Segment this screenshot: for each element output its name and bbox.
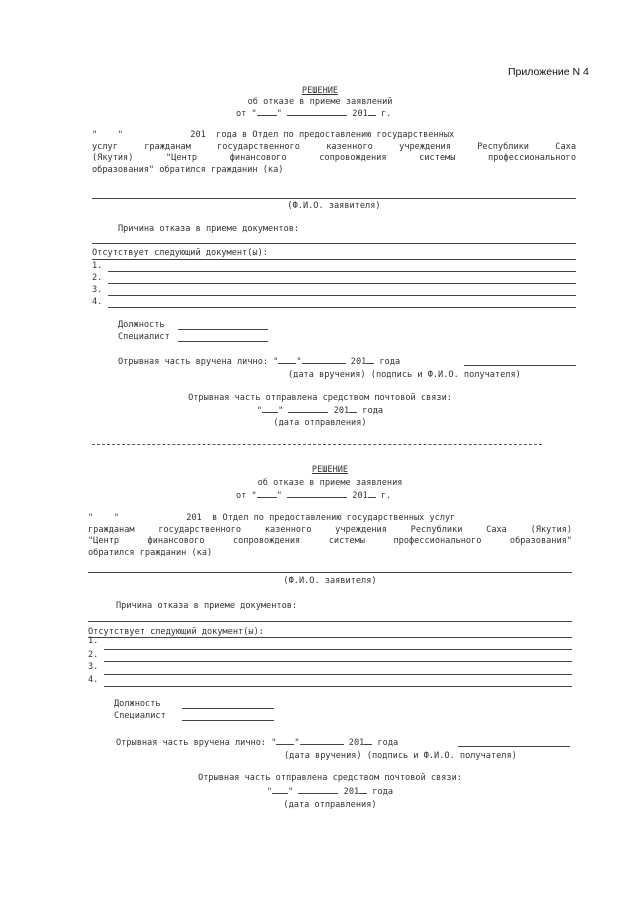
intro-line: " " 201 в Отдел по предоставлению государственных услуг: [88, 513, 456, 523]
applicant-caption: (Ф.И.О. заявителя): [283, 576, 377, 586]
decision-date-line: от " " 201 г.: [236, 109, 392, 119]
mailed-date: " " 201 года: [266, 787, 394, 797]
item-line[interactable]: [108, 283, 576, 284]
appendix-number: Приложение N 4: [508, 66, 589, 78]
decision-title: РЕШЕНИЕ: [311, 465, 349, 475]
missing-line[interactable]: [92, 259, 576, 260]
item-line[interactable]: [108, 307, 576, 308]
mailed-caption: (дата отправления): [283, 800, 377, 810]
item-number: 3.: [92, 285, 103, 295]
item-number: 1.: [88, 636, 99, 646]
item-line[interactable]: [108, 271, 576, 272]
item-line[interactable]: [108, 295, 576, 296]
missing-label: Отсутствует следующий документ(ы):: [92, 248, 268, 258]
position-label: Должность: [118, 320, 165, 330]
item-line[interactable]: [104, 649, 572, 650]
reason-line[interactable]: [88, 621, 572, 622]
recipient-signature-line[interactable]: [464, 365, 576, 366]
position-label: Должность: [114, 699, 161, 709]
intro-line: образования" обратился гражданин (ка): [92, 164, 284, 175]
item-number: 1.: [92, 261, 103, 271]
position-line[interactable]: [178, 329, 268, 330]
reason-label: Причина отказа в приеме документов:: [116, 601, 298, 611]
decision-subtitle: об отказе в приеме заявления: [257, 478, 403, 488]
position-line[interactable]: [182, 708, 274, 709]
reason-line[interactable]: [92, 243, 576, 244]
specialist-line[interactable]: [182, 720, 274, 721]
reason-label: Причина отказа в приеме документов:: [118, 224, 300, 234]
decision-title: РЕШЕНИЕ: [301, 86, 339, 96]
intro-paragraph: [92, 130, 576, 176]
handed-caption: (дата вручения) (подпись и Ф.И.О. получателя): [284, 751, 517, 761]
mailed-label: Отрывная часть отправлена средством почтовой связи:: [198, 773, 462, 783]
intro-line: услуг гражданам государственного казенного учреждения Республики Саха: [92, 141, 576, 152]
item-number: 4.: [88, 675, 99, 685]
specialist-label: Специалист: [118, 332, 170, 342]
intro-line: "Центр финансового сопровождения системы профессионального образования": [88, 536, 572, 546]
mailed-caption: (дата отправления): [273, 418, 367, 428]
item-number: 4.: [92, 297, 103, 307]
handed-caption: (дата вручения) (подпись и Ф.И.О. получателя): [288, 370, 521, 380]
intro-line: гражданам государственного казенного учреждения Республики Саха (Якутия): [88, 524, 572, 535]
intro-line: " " 201 года в Отдел по предоставлению государственных: [92, 130, 455, 140]
applicant-caption: (Ф.И.О. заявителя): [287, 201, 381, 211]
intro-line: обратился гражданин (ка): [88, 547, 213, 558]
decision-date-line: от " " 201 г.: [236, 491, 392, 501]
applicant-name-line[interactable]: [88, 572, 572, 573]
tear-off-line: [92, 444, 542, 445]
mailed-label: Отрывная часть отправлена средством почтовой связи:: [188, 393, 452, 403]
missing-line[interactable]: [88, 637, 572, 638]
specialist-line[interactable]: [178, 341, 268, 342]
item-number: 2.: [92, 273, 103, 283]
item-line[interactable]: [104, 686, 572, 687]
decision-subtitle: об отказе в приеме заявлений: [247, 97, 393, 107]
item-number: 3.: [88, 662, 99, 672]
mailed-date: " " 201 года: [256, 406, 384, 416]
intro-paragraph: [88, 513, 572, 559]
handed-line: Отрывная часть вручена лично: " " 201 года: [118, 357, 401, 367]
handed-line: Отрывная часть вручена лично: " " 201 года: [116, 738, 399, 748]
intro-line: (Якутия) "Центр финансового сопровождения системы профессионального: [92, 153, 576, 163]
item-line[interactable]: [104, 674, 572, 675]
specialist-label: Специалист: [114, 711, 166, 721]
missing-label: Отсутствует следующий документ(ы):: [88, 627, 264, 637]
item-number: 2.: [88, 650, 99, 660]
recipient-signature-line[interactable]: [458, 746, 570, 747]
applicant-name-line[interactable]: [92, 198, 576, 199]
item-line[interactable]: [104, 661, 572, 662]
